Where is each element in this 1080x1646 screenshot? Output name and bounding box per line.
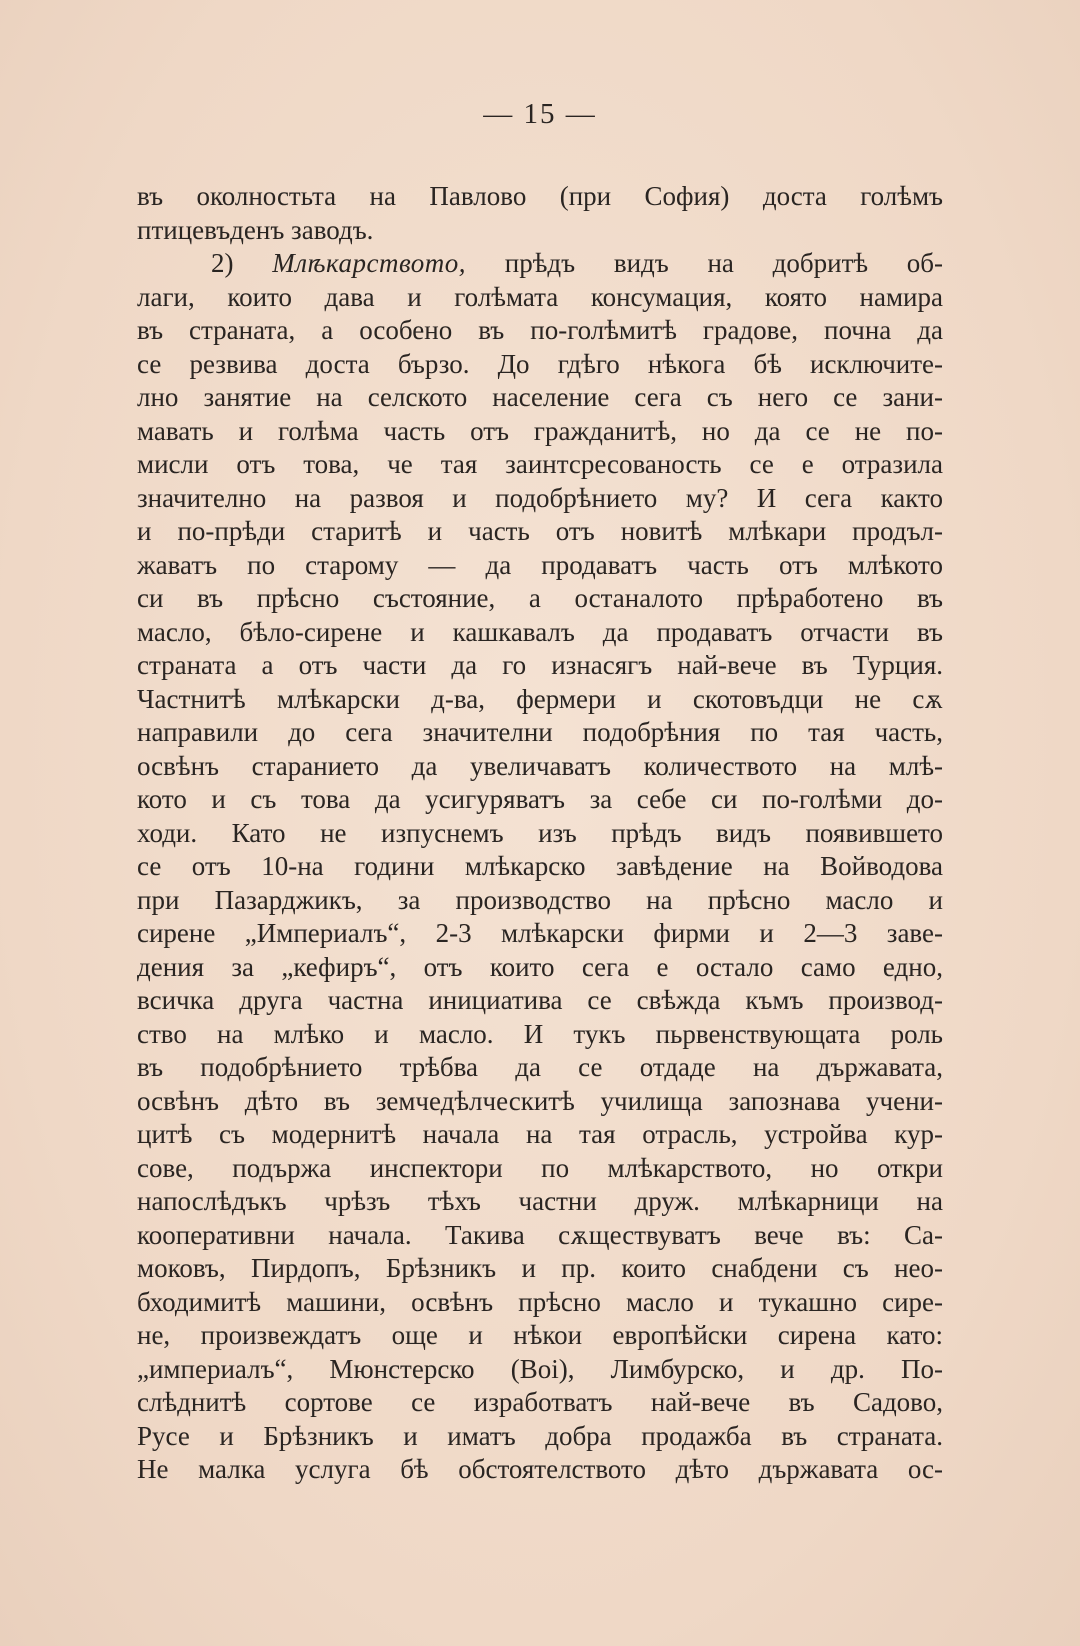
- text-line: цитѣ съ модернитѣ начала на тая отрасль, устройва кур-: [137, 1119, 943, 1149]
- text-line: Не малка услуга бѣ обстоятелството дѣто държавата ос-: [137, 1454, 943, 1484]
- text-line: значително на развоя и подобрѣнието му? И сега както: [137, 482, 943, 513]
- text-line: се отъ 10-на години млѣкарско завѣдение на Войводова: [137, 851, 943, 881]
- text-line: бходимитѣ машини, освѣнъ прѣсно масло и тукашно сире-: [137, 1286, 943, 1317]
- text-line: масло, бѣло-сирене и кашкавалъ да продаватъ отчасти въ: [137, 616, 943, 647]
- text-line: мавать и голѣма часть отъ гражданитѣ, но да се не по-: [137, 415, 943, 446]
- page-number: — 15 —: [483, 98, 597, 130]
- text-line: ство на млѣко и масло. И тукъ пьрвенствующата роль: [137, 1018, 943, 1049]
- text-line: си въ прѣсно състояние, а останалото прѣработено въ: [137, 583, 943, 613]
- text-line: ходи. Като не изпуснемъ изъ прѣдъ видъ появившето: [137, 817, 943, 848]
- text-line: лно занятие на селското население сега съ него се зани-: [137, 382, 943, 412]
- body-text: [137, 180, 943, 1487]
- text-line: лаги, които дава и голѣмата консумация, която намира: [137, 281, 943, 312]
- text-line: освѣнъ дѣто въ земчедѣлческитѣ училища запознава учени-: [137, 1085, 943, 1116]
- paragraph-number: 2): [211, 248, 273, 278]
- text-line: направили до сега значителни подобрѣния по тая часть,: [137, 717, 943, 747]
- paragraph-start-line: [137, 247, 943, 281]
- text-line: Русе и Брѣзникъ и иматъ добра продажба въ страната.: [137, 1420, 943, 1451]
- text-line: и по-прѣди старитѣ и часть отъ новитѣ млѣкари продъл-: [137, 516, 943, 546]
- text-line: всичка друга частна инициатива се свѣжда къмъ производ-: [137, 985, 943, 1015]
- text-line: жаватъ по старому — да продаватъ часть отъ млѣкото: [137, 549, 943, 580]
- text-line: „империалъ“, Мюнстерско (Boi), Лимбурско, и др. По-: [137, 1353, 943, 1384]
- text-line-rest: прѣдъ видъ на добритѣ об-: [466, 248, 943, 278]
- text-line: кото и съ това да усигуряватъ за себе си по-голѣми до-: [137, 784, 943, 814]
- text-line: птицевъденъ заводъ.: [137, 214, 374, 245]
- text-line: напослѣдъкъ чрѣзъ тѣхъ частни друж. млѣкарници на: [137, 1186, 943, 1216]
- text-line: моковъ, Пирдопъ, Брѣзникъ и пр. които снабдени съ нео-: [137, 1253, 943, 1283]
- text-line: въ страната, а особено въ по-голѣмитѣ градове, почна да: [137, 315, 943, 345]
- text-line: Частнитѣ млѣкарски д-ва, фермери и скотовъдци не сѫ: [137, 683, 943, 714]
- section-term: Млѣкарството,: [272, 248, 467, 278]
- text-line: страната а отъ части да го изнасягъ най-вече въ Турция.: [137, 650, 943, 680]
- text-line: не, произвеждатъ още и нѣкои европѣйски сирена като:: [137, 1320, 943, 1350]
- text-line: сове, подържа инспектори по млѣкарството, но откри: [137, 1152, 943, 1183]
- text-line: слѣднитѣ сортове се изработватъ най-вече въ Садово,: [137, 1387, 943, 1417]
- text-line: мисли отъ това, че тая заинтсресованость се е отразила: [137, 449, 943, 479]
- text-line: се резвива доста бързо. До гдѣго нѣкога бѣ исключите-: [137, 348, 943, 379]
- text-line: кооперативни начала. Такива сѫществуватъ вече въ: Са-: [137, 1219, 943, 1250]
- text-line: въ подобрѣнието трѣбва да се отдаде на държавата,: [137, 1052, 943, 1082]
- text-line: при Пазарджикъ, за производство на прѣсно масло и: [137, 884, 943, 915]
- text-line: дения за „кефиръ“, отъ които сега е остало само едно,: [137, 951, 943, 982]
- text-line: въ околностьта на Павлово (при София) доста голѣмъ: [137, 181, 943, 211]
- text-line: освѣнъ старанието да увеличаватъ количеството на млѣ-: [137, 750, 943, 781]
- text-line: сирене „Империалъ“, 2-3 млѣкарски фирми и 2—3 заве-: [137, 918, 943, 948]
